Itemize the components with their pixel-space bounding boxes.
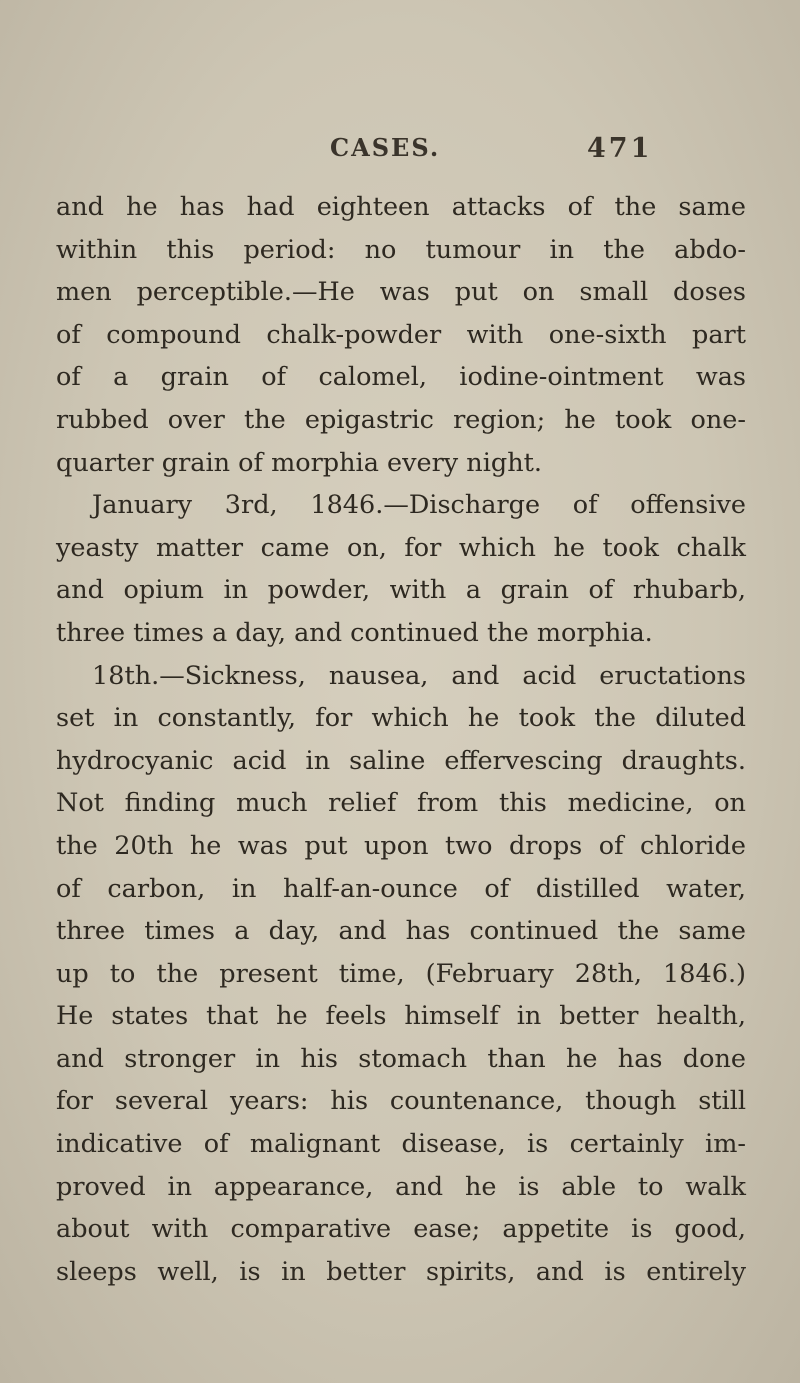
text-line: the 20th he was put upon two drops of chloride bbox=[56, 830, 746, 861]
text-line: of compound chalk-powder with one-sixth part bbox=[56, 319, 746, 350]
text-line: yeasty matter came on, for which he took chalk bbox=[56, 532, 746, 563]
text-line: January 3rd, 1846.—Discharge of offensive bbox=[92, 490, 746, 521]
text-line: set in constantly, for which he took the diluted bbox=[56, 703, 746, 734]
text-line: men perceptible.—He was put on small doses bbox=[56, 277, 746, 308]
text-line: of carbon, in half-an-ounce of distilled water, bbox=[56, 873, 746, 904]
text-line: within this period: no tumour in the abdo- bbox=[56, 234, 746, 265]
page-header bbox=[0, 133, 800, 173]
body-text bbox=[56, 186, 746, 1293]
text-line: rubbed over the epigastric region; he took one- bbox=[56, 404, 746, 435]
text-line: quarter grain of morphia every night. bbox=[56, 447, 542, 478]
running-head: CASES. bbox=[330, 133, 441, 162]
text-line: Not finding much relief from this medicine, on bbox=[56, 788, 746, 819]
text-line: and he has had eighteen attacks of the same bbox=[56, 192, 746, 222]
text-line: 18th.—Sickness, nausea, and acid eructations bbox=[92, 660, 746, 691]
page-number: 471 bbox=[587, 133, 653, 164]
text-line: three times a day, and has continued the same bbox=[56, 916, 746, 947]
text-line: sleeps well, is in better spirits, and is entirely bbox=[56, 1256, 746, 1287]
text-line: up to the present time, (February 28th, 1846.) bbox=[56, 958, 746, 989]
text-line: He states that he feels himself in better health, bbox=[56, 1001, 746, 1032]
text-line: about with comparative ease; appetite is good, bbox=[56, 1214, 746, 1245]
text-line: of a grain of calomel, iodine-ointment was bbox=[56, 362, 746, 393]
text-line: hydrocyanic acid in saline effervescing draughts. bbox=[56, 745, 746, 776]
text-line: and stronger in his stomach than he has done bbox=[56, 1043, 746, 1074]
text-line: indicative of malignant disease, is certainly im- bbox=[56, 1129, 746, 1160]
text-line: and opium in powder, with a grain of rhubarb, bbox=[56, 575, 746, 606]
text-line: proved in appearance, and he is able to walk bbox=[56, 1171, 746, 1202]
text-line: three times a day, and continued the morphia. bbox=[56, 617, 653, 648]
text-line: for several years: his countenance, though still bbox=[56, 1086, 746, 1117]
